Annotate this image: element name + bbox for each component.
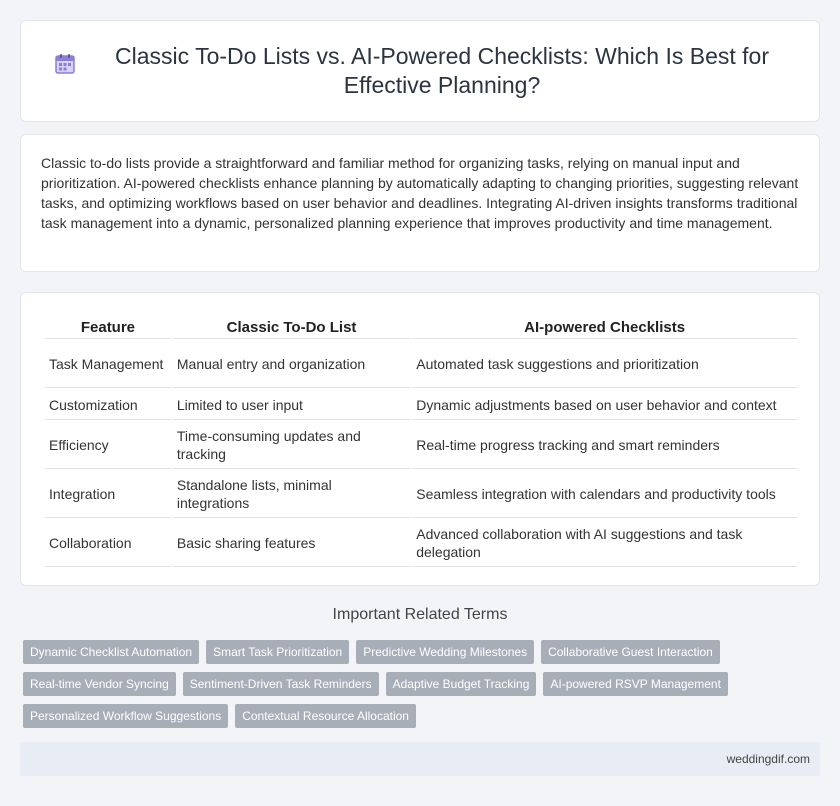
- table-cell-classic: Time-consuming updates and tracking: [173, 422, 410, 469]
- table-row: [45, 422, 797, 469]
- table-cell-feature: Customization: [45, 390, 171, 420]
- table-cell-feature: Integration: [45, 471, 171, 518]
- comparison-table: [43, 313, 799, 569]
- comparison-table-card: [20, 292, 820, 586]
- table-cell-classic: Standalone lists, minimal integrations: [173, 471, 410, 518]
- related-tag[interactable]: Dynamic Checklist Automation: [23, 640, 199, 664]
- related-tag[interactable]: Collaborative Guest Interaction: [541, 640, 720, 664]
- related-tags: [23, 640, 823, 728]
- table-cell-ai: Seamless integration with calendars and productivity tools: [412, 471, 797, 518]
- table-header-classic: Classic To-Do List: [173, 315, 410, 339]
- table-cell-feature: Collaboration: [45, 520, 171, 567]
- table-cell-feature: Efficiency: [45, 422, 171, 469]
- related-tag[interactable]: AI-powered RSVP Management: [543, 672, 728, 696]
- table-header-feature: Feature: [45, 315, 171, 339]
- title-wrap: [50, 42, 790, 100]
- table-header-ai: AI-powered Checklists: [412, 315, 797, 339]
- related-terms-title: Important Related Terms: [332, 606, 508, 623]
- table-cell-ai: Dynamic adjustments based on user behavior and context: [412, 390, 797, 420]
- calendar-icon: [53, 52, 77, 76]
- table-cell-ai: Real-time progress tracking and smart reminders: [412, 422, 797, 469]
- related-tag[interactable]: Predictive Wedding Milestones: [356, 640, 534, 664]
- table-row: [45, 341, 797, 388]
- footer: [20, 742, 820, 776]
- related-tag[interactable]: Personalized Workflow Suggestions: [23, 704, 228, 728]
- table-row: [45, 390, 797, 420]
- intro-paragraph: Classic to-do lists provide a straightforward and familiar method for organizing tasks, relying on manual input and prioritization. AI-powered checklists enhance planning by automatically adapting to changing priorities, suggesting relevant tasks, and optimizing workflows based on user behavior and deadlines. Integrating AI-driven insights transforms traditional task management into a dynamic, personalized planning experience that improves productivity and time management.: [41, 155, 799, 231]
- related-tag[interactable]: Sentiment-Driven Task Reminders: [183, 672, 379, 696]
- related-tag[interactable]: Smart Task Prioritization: [206, 640, 349, 664]
- table-cell-ai: Advanced collaboration with AI suggestions and task delegation: [412, 520, 797, 567]
- table-row: [45, 471, 797, 518]
- table-cell-classic: Limited to user input: [173, 390, 410, 420]
- page-title: Classic To-Do Lists vs. AI-Powered Checklists: Which Is Best for Effective Planning?: [115, 43, 769, 98]
- table-cell-classic: Manual entry and organization: [173, 341, 410, 388]
- table-header-row: [45, 315, 797, 339]
- table-row: [45, 520, 797, 567]
- title-card: [20, 20, 820, 122]
- related-tag[interactable]: Adaptive Budget Tracking: [386, 672, 537, 696]
- intro-card: [20, 134, 820, 272]
- related-tag[interactable]: Contextual Resource Allocation: [235, 704, 416, 728]
- footer-site-link[interactable]: weddingdif.com: [726, 752, 810, 766]
- table-cell-ai: Automated task suggestions and prioritization: [412, 341, 797, 388]
- table-cell-feature: Task Management: [45, 341, 171, 388]
- related-tag[interactable]: Real-time Vendor Syncing: [23, 672, 176, 696]
- table-cell-classic: Basic sharing features: [173, 520, 410, 567]
